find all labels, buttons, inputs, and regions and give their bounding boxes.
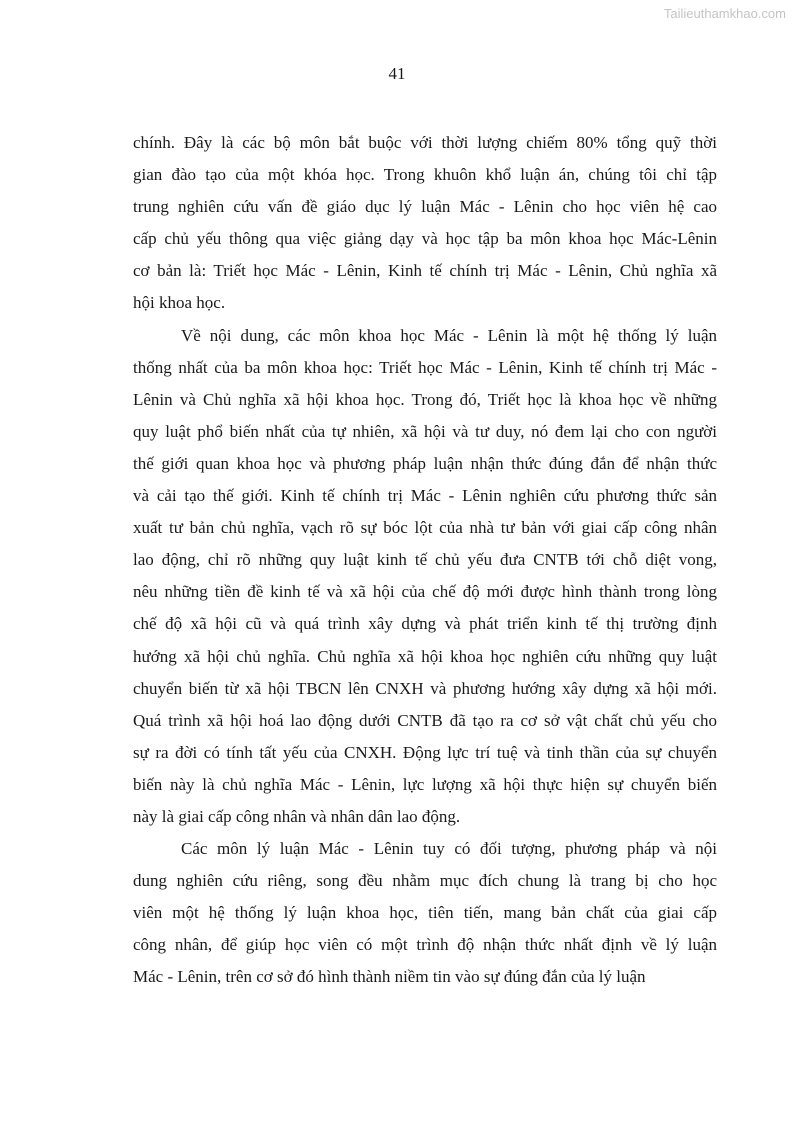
paragraph xyxy=(133,833,717,993)
text-line: trung nghiên cứu vấn đề giáo dục lý luận Mác - Lênin cho học viên hệ cao xyxy=(133,197,717,217)
text-line: sự ra đời có tính tất yếu của CNXH. Động lực trí tuệ và tinh thần của sự chuyển xyxy=(133,742,717,762)
paragraph xyxy=(133,320,717,834)
body-text xyxy=(133,127,717,994)
text-line: chính. Đây là các bộ môn bắt buộc với thời lượng chiếm 80% tổng quỹ thời xyxy=(133,133,717,152)
text-line: biến này là chủ nghĩa Mác - Lênin, lực lượng xã hội thực hiện sự chuyển biến xyxy=(133,774,717,794)
text-line: Các môn lý luận Mác - Lênin tuy có đối tượng, phương pháp và nội xyxy=(181,839,717,859)
text-line: thế giới quan khoa học và phương pháp luận nhận thức đúng đắn để nhận thức xyxy=(133,453,717,473)
text-line: xuất tư bản chủ nghĩa, vạch rõ sự bóc lột của nhà tư bản với giai cấp công nhân xyxy=(133,518,717,538)
page-number: 41 xyxy=(388,64,406,83)
text-line: dung nghiên cứu riêng, song đều nhằm mục đích chung là trang bị cho học xyxy=(133,871,717,891)
text-line: quy luật phổ biến nhất của tự nhiên, xã hội và tư duy, nó đem lại cho con người xyxy=(133,421,717,441)
text-line: Về nội dung, các môn khoa học Mác - Lênin là một hệ thống lý luận xyxy=(181,325,717,345)
watermark: Tailieuthamkhao.com xyxy=(663,6,786,21)
text-line: hội khoa học. xyxy=(133,293,226,313)
text-line: viên một hệ thống lý luận khoa học, tiên tiến, mang bản chất của giai cấp xyxy=(133,903,717,923)
text-line: công nhân, để giúp học viên có một trình độ nhận thức nhất định về lý luận xyxy=(133,935,717,955)
text-line: nêu những tiền đề kinh tế và xã hội của chế độ mới được hình thành trong lòng xyxy=(133,582,717,602)
text-line: cơ bản là: Triết học Mác - Lênin, Kinh tế chính trị Mác - Lênin, Chủ nghĩa xã xyxy=(133,261,717,281)
text-line: lao động, chỉ rõ những quy luật kinh tế chủ yếu đưa CNTB tới chỗ diệt vong, xyxy=(133,550,717,570)
text-line: chuyển biến từ xã hội TBCN lên CNXH và phương hướng xây dựng xã hội mới. xyxy=(133,678,717,698)
text-line: và cải tạo thế giới. Kinh tế chính trị Mác - Lênin nghiên cứu phương thức sản xyxy=(133,486,717,506)
text-line: thống nhất của ba môn khoa học: Triết học Mác - Lênin, Kinh tế chính trị Mác - xyxy=(133,357,717,377)
text-line: Mác - Lênin, trên cơ sở đó hình thành niềm tin vào sự đúng đắn của lý luận xyxy=(133,967,646,987)
text-line: gian đào tạo của một khóa học. Trong khuôn khổ luận án, chúng tôi chỉ tập xyxy=(133,165,717,185)
text-line: chế độ xã hội cũ và quá trình xây dựng và phát triển kinh tế thị trường định xyxy=(133,614,717,634)
text-line: này là giai cấp công nhân và nhân dân lao động. xyxy=(133,806,461,826)
text-line: cấp chủ yếu thông qua việc giảng dạy và học tập ba môn khoa học Mác-Lênin xyxy=(133,229,717,249)
text-line: Lênin và Chủ nghĩa xã hội khoa học. Trong đó, Triết học là khoa học về những xyxy=(133,389,717,409)
text-line: Quá trình xã hội hoá lao động dưới CNTB đã tạo ra cơ sở vật chất chủ yếu cho xyxy=(133,710,717,730)
paragraph xyxy=(133,127,717,320)
text-line: hướng xã hội chủ nghĩa. Chủ nghĩa xã hội khoa học nghiên cứu những quy luật xyxy=(133,646,717,666)
